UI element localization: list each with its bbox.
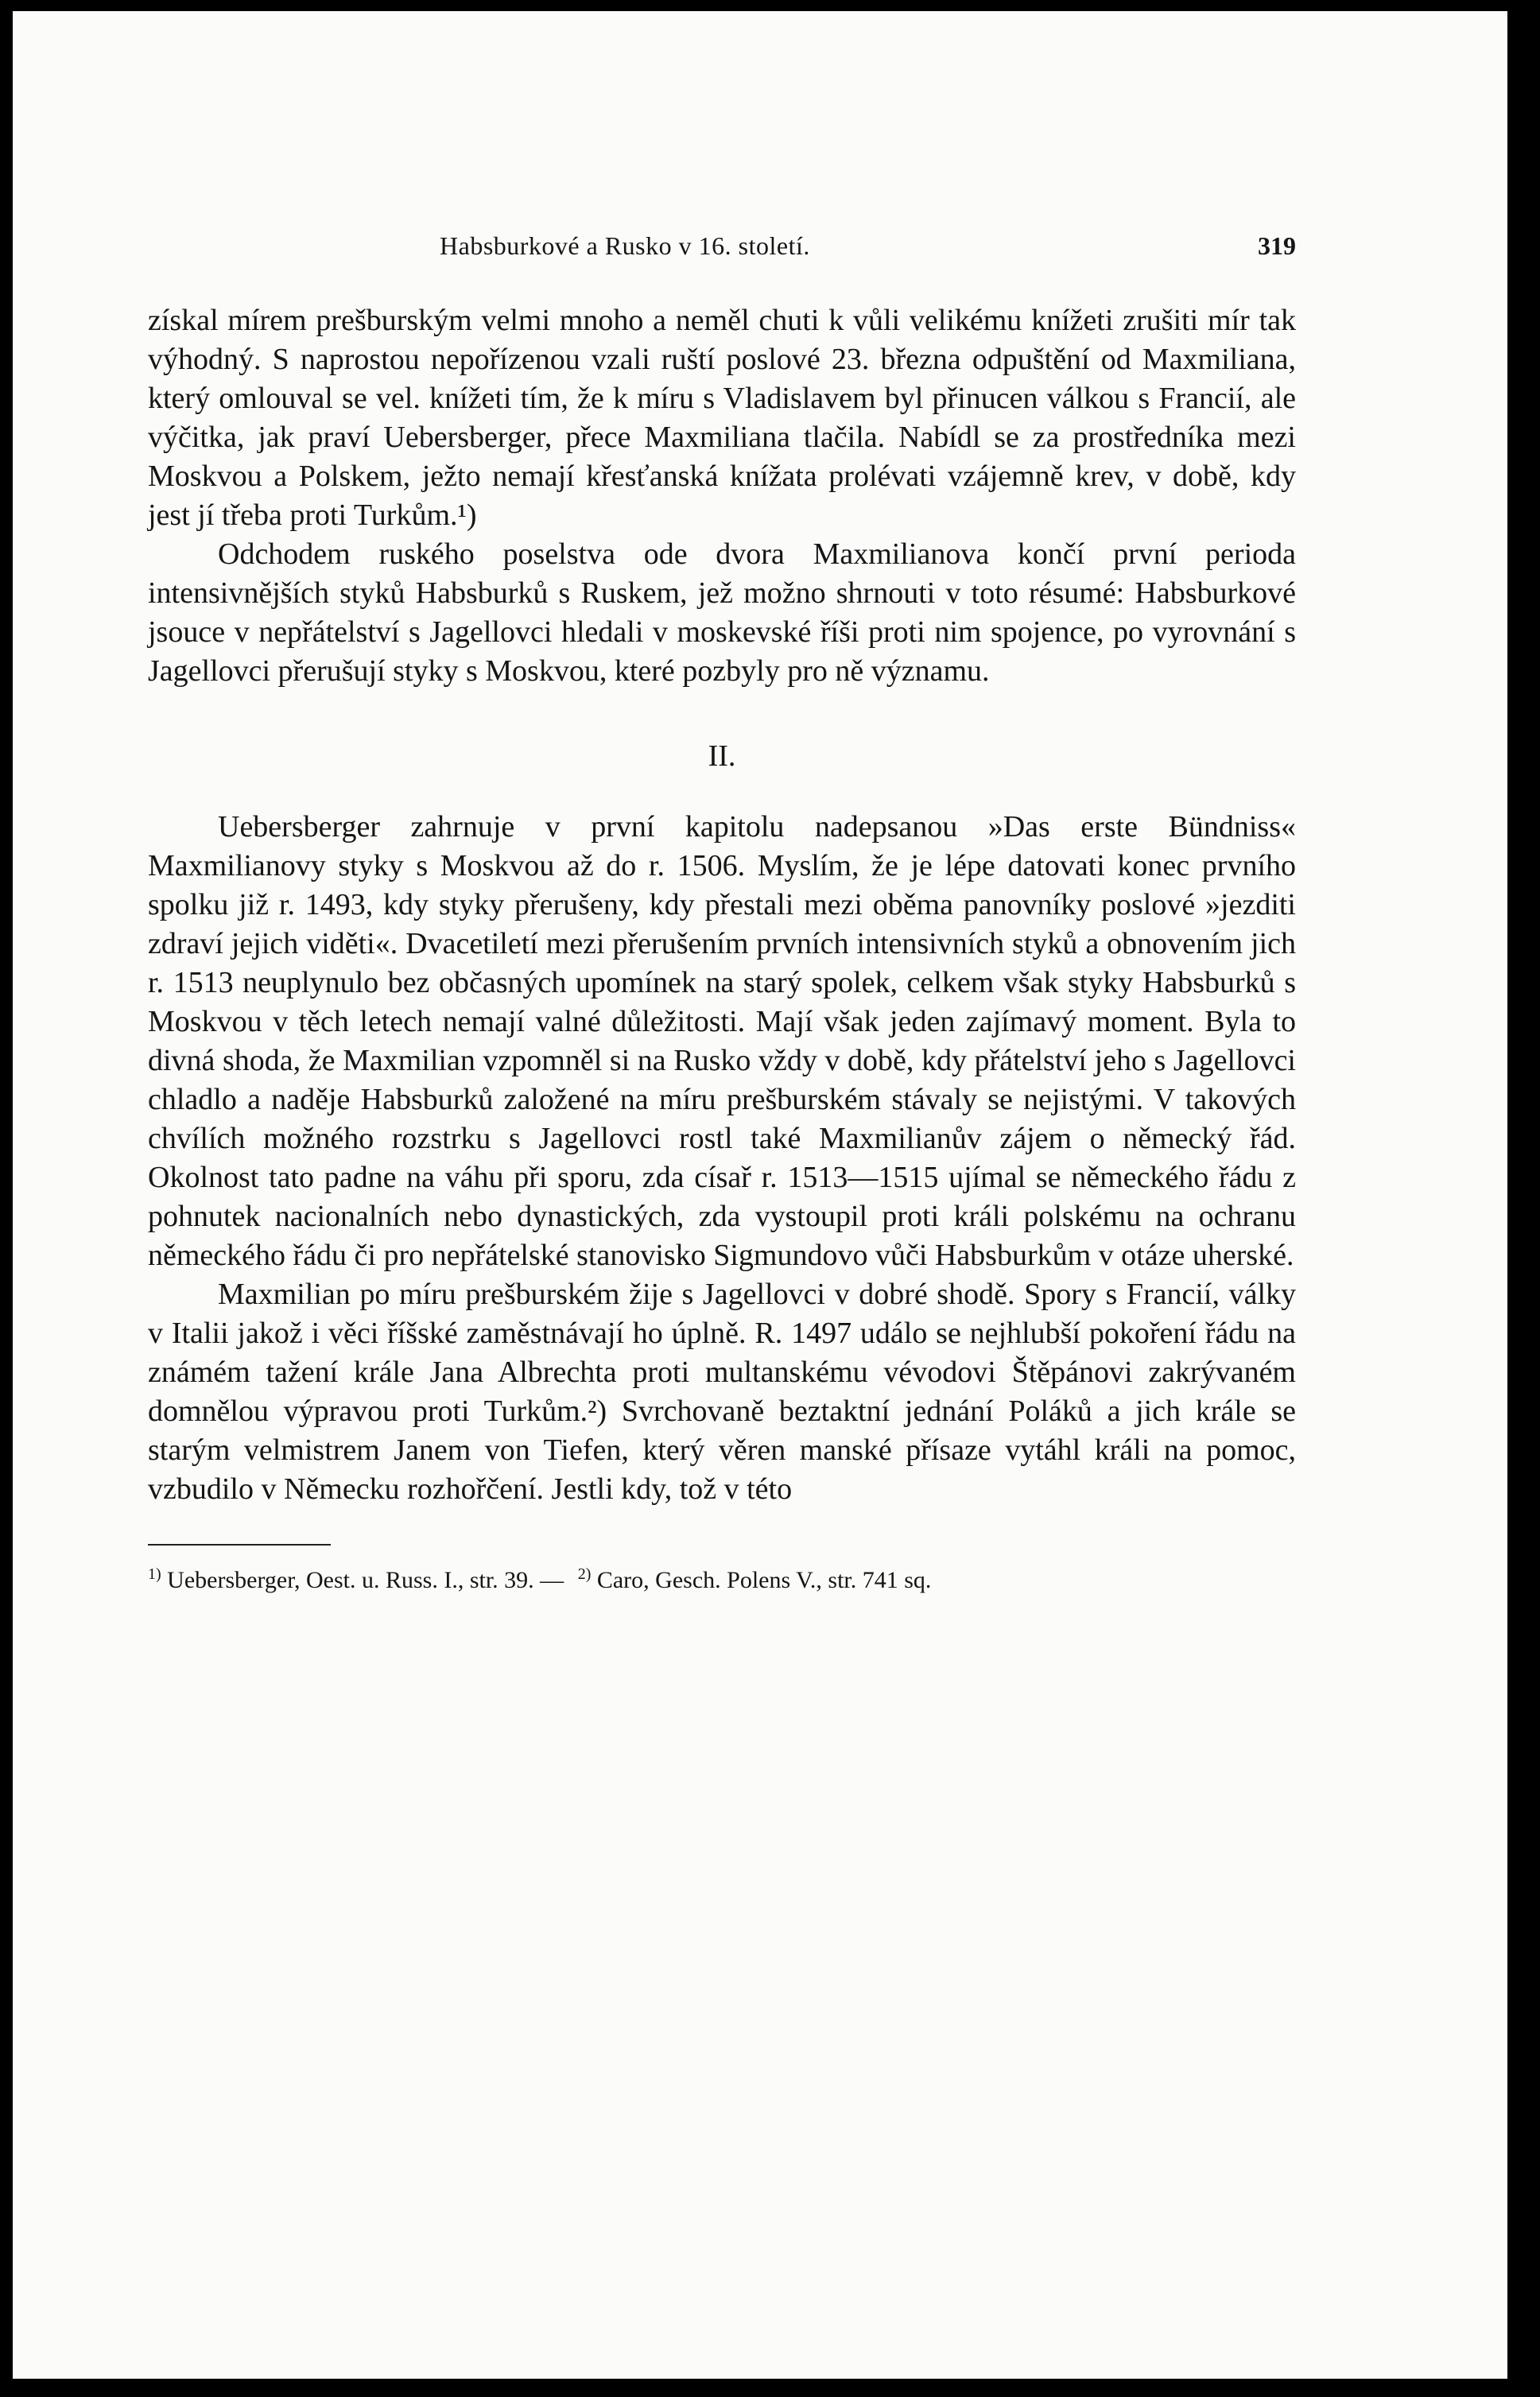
page-content [148,222,1296,1596]
paragraph-2: Odchodem ruského poselstva ode dvora Maxmilianova končí první perioda intensivnějších styků Habsburků s Ruskem, jež možno shrnouti v toto résumé: Habsburkové jsouce v nepřátelství s Jagellovci hledali v moskevské říši proti nim spojence, po vyrovnání s Jagellovci přerušují styky s Moskvou, které pozbyly pro ně významu. [148,537,1296,688]
paragraph-4: Maxmilian po míru prešburském žije s Jagellovci v dobré shodě. Spory s Francií, války v Italii jakož i věci říšské zaměstnávají ho úplně. R. 1497 událo se nejhlubší pokoření řádu na známém tažení krále Jana Albrechta proti multanskému vévodovi Štěpánovi zakrývaném domnělou výpravou proti Turkům.²) Svrchovaně beztaktní jednání Poláků a jich krále se starým velmistrem Janem von Tiefen, který věren manské přísaze vytáhl králi na pomoc, vzbudilo v Německu rozhořčení. Jestli kdy, tož v této [148,1278,1296,1506]
footnote-1-mark: 1) [148,1565,161,1583]
footnotes [148,1565,1296,1596]
footnote-2-text: Caro, Gesch. Polens V., str. 741 sq. [596,1567,932,1593]
body-text [148,301,1296,1509]
footnote-1-text: Uebersberger, Oest. u. Russ. I., str. 39. — [167,1567,564,1593]
paragraph-1: získal mírem prešburským velmi mnoho a neměl chuti k vůli velikému knížeti zrušiti mír tak výhodný. S naprostou nepořízenou vzali ruští poslové 23. března odpuštění od Maxmiliana, který omlouval se vel. knížeti tím, že k míru s Vladislavem byl přinucen válkou s Francií, ale výčitka, jak praví Uebersberger, přece Maxmiliana tlačila. Nabídl se za prostředníka mezi Moskvou a Polskem, ježto nemají křesťanská knížata prolévati vzájemně krev, v době, kdy jest jí třeba proti Turkům.¹) [148,304,1296,532]
book-page [13,11,1507,2379]
page-number: 319 [1258,231,1296,260]
running-title: Habsburkové a Rusko v 16. století. [440,231,810,260]
footnote-2-mark: 2) [577,1565,592,1583]
footnote-divider [148,1544,331,1546]
section-heading: II. [708,739,736,773]
paragraph-3: Uebersberger zahrnuje v první kapitolu nadepsanou »Das erste Bündniss« Maxmilianovy styky s Moskvou až do r. 1506. Myslím, že je lépe datovati konec prvního spolku již r. 1493, kdy styky přerušeny, kdy přestali mezi oběma panovníky poslové »jezditi zdraví jejich viděti«. Dvacetiletí mezi přerušením prvních intensivních styků a obnovením jich r. 1513 neuplynulo bez občasných upomínek na starý spolek, celkem však styky Habsburků s Moskvou v těch letech nemají valné důležitosti. Mají však jeden zajímavý moment. Byla to divná shoda, že Maxmilian vzpomněl si na Rusko vždy v době, kdy přátelství jeho s Jagellovci chladlo a naděje Habsburků založené na míru prešburském stávaly se nejistými. V takových chvílích možného rozstrku s Jagellovci rostl také Maxmilianův zájem o německý řád. Okolnost tato padne na váhu při sporu, zda císař r. 1513—1515 ujímal se německého řádu z pohnutek nacionalních nebo dynastických, zda vystoupil proti králi polskému na ochranu německého řádu či pro nepřátelské stanovisko Sigmundovo vůči Habsburkům v otáze uherské. [148,810,1296,1272]
running-head [148,222,1296,270]
